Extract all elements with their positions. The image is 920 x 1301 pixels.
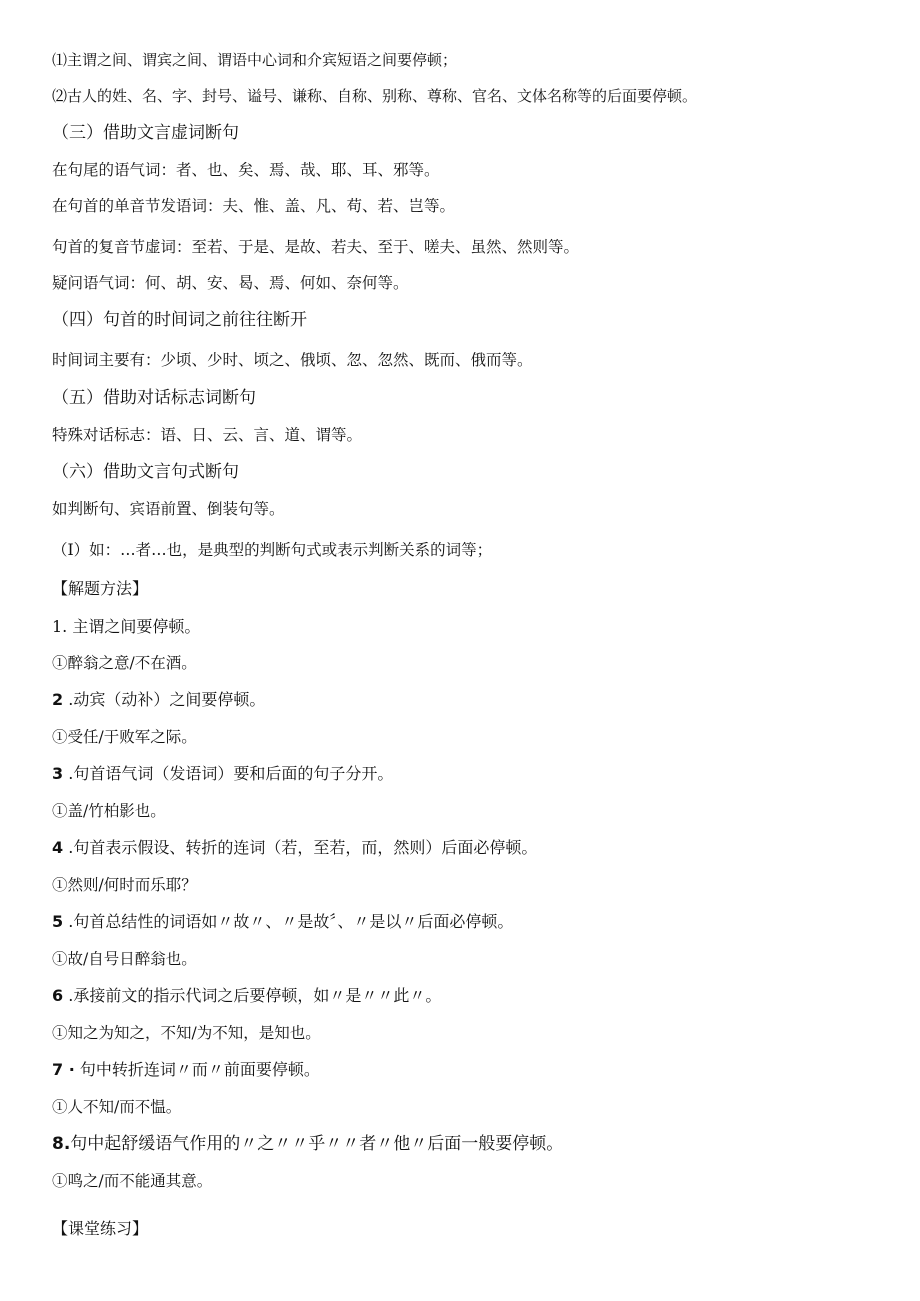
method-item: 1. 主谓之间要停顿。 [52,617,201,636]
example-line: ①然则/何时而乐耶？ [52,876,197,894]
example-line: ①故/自号日醉翁也。 [52,950,197,968]
item-text: .句首表示假设、转折的连词（若，至若，而，然则）后面必停顿。 [63,838,538,857]
rule-item-2: ⑵古人的姓、名、字、封号、谥号、谦称、自称、别称、尊称、官名、文体名称等的后面要停顿。 [52,87,698,105]
method-item [52,766,393,782]
item-text: 句中起舒缓语气作用的〃之〃〃乎〃〃者〃他〃后面一般要停顿。 [70,1134,564,1154]
method-item [52,914,513,930]
example-line: ①鸣之/而不能通其意。 [52,1172,213,1190]
text-line: 在句首的单音节发语词：夫、惟、盖、凡、苟、若、岂等。 [52,197,456,215]
method-item [52,988,441,1004]
item-text: .承接前文的指示代词之后要停顿，如〃是〃〃此〃。 [63,986,442,1005]
section-heading-6: （六）借助文言句式断句 [52,462,239,482]
practice-heading: 【课堂练习】 [52,1219,149,1238]
item-number: 7 · [52,1060,75,1079]
text-line: 如判断句、宾语前置、倒装句等。 [52,500,285,518]
text-line: 在句尾的语气词：者、也、矣、焉、哉、耶、耳、邪等。 [52,161,440,179]
item-number: 3 [52,764,64,783]
method-item [52,1062,320,1078]
section-heading-4: （四）句首的时间词之前往往断开 [52,310,307,330]
example-line: ①知之为知之，不知/为不知，是知也。 [52,1024,321,1042]
item-text: .句首语气词（发语词）要和后面的句子分开。 [63,764,394,783]
item-text: 句中转折连词〃而〃前面要停顿。 [74,1060,320,1079]
text-line: 特殊对话标志：语、日、云、言、道、谓等。 [52,426,363,444]
section-heading-3: （三）借助文言虚词断句 [52,123,239,143]
example-line: ①受任/于败军之际。 [52,728,197,746]
item-number: 4 [52,838,64,857]
example-line: ①盖/竹柏影也。 [52,802,166,820]
item-text: .句首总结性的词语如〃故〃、〃是故〞、〃是以〃后面必停顿。 [63,912,514,931]
method-item [52,1136,563,1153]
rule-item-1: ⑴主谓之间、谓宾之间、谓语中心词和介宾短语之间要停顿； [52,51,458,69]
example-line: ①醉翁之意/不在酒。 [52,654,197,672]
text-line: （I）如：…者…也，是典型的判断句式或表示判断关系的词等； [52,541,493,559]
text-line: 时间词主要有：少顷、少时、顷之、俄顷、忽、忽然、既而、俄而等。 [52,351,533,369]
item-text: .动宾（动补）之间要停顿。 [63,690,266,709]
method-heading: 【解题方法】 [52,579,149,598]
example-line: ①人不知/而不愠。 [52,1098,182,1116]
item-number: 2 [52,690,64,709]
item-number: 5 [52,912,64,931]
text-line: 疑问语气词：何、胡、安、曷、焉、何如、奈何等。 [52,274,409,292]
method-item [52,840,537,856]
section-heading-5: （五）借助对话标志词断句 [52,388,256,408]
item-number: 6 [52,986,64,1005]
text-line: 句首的复音节虚词：至若、于是、是故、若夫、至于、嗟夫、虽然、然则等。 [52,238,580,256]
method-item [52,692,265,708]
item-number: 8. [52,1134,71,1154]
